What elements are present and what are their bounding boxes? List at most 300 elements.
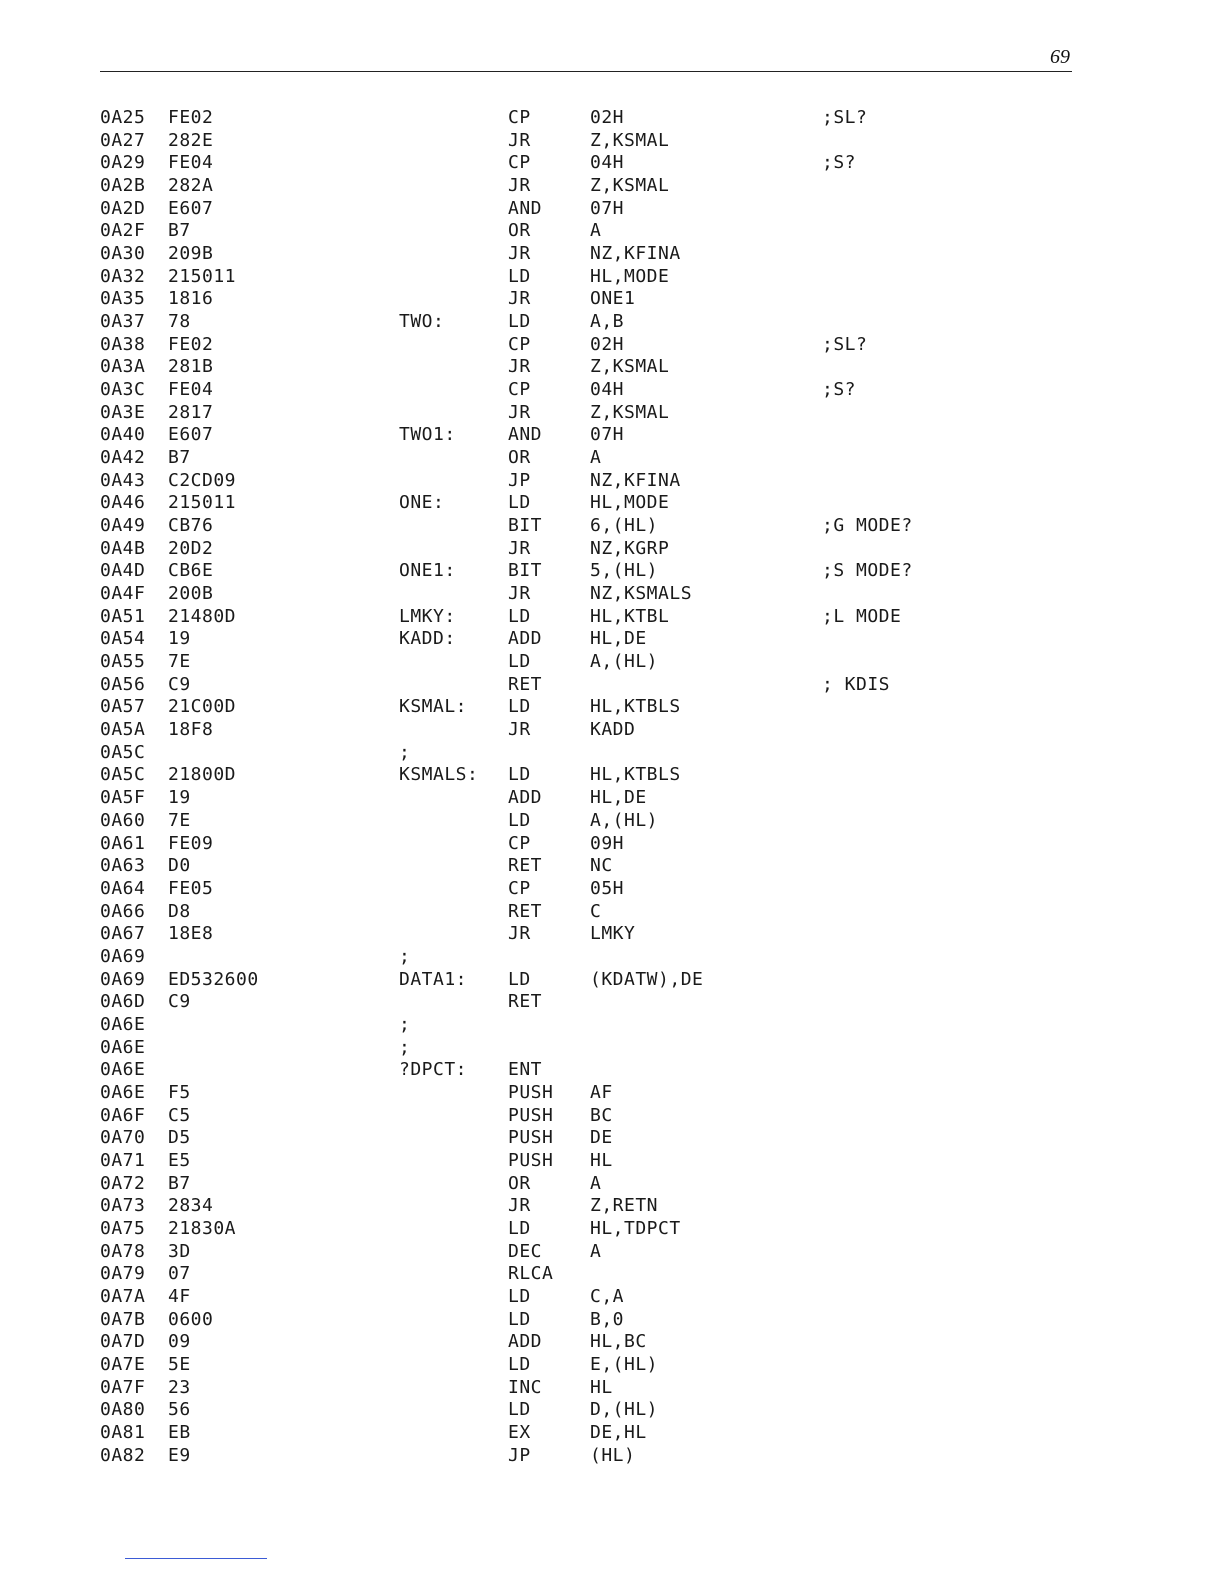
address-cell: 0A2B bbox=[100, 175, 146, 197]
mnemonic-cell: CP bbox=[508, 877, 531, 899]
listing-line bbox=[0, 1331, 1224, 1354]
mnemonic-cell: INC bbox=[508, 1376, 543, 1398]
operand-cell: 5,(HL) bbox=[590, 560, 659, 582]
operand-cell: A bbox=[590, 220, 602, 242]
listing-line bbox=[0, 334, 1224, 357]
operand-cell: Z,KSMAL bbox=[590, 129, 670, 151]
opcode-bytes-cell: 21830A bbox=[168, 1217, 237, 1239]
opcode-bytes-cell: 21C00D bbox=[168, 696, 237, 718]
address-cell: 0A71 bbox=[100, 1149, 146, 1171]
address-cell: 0A35 bbox=[100, 288, 146, 310]
opcode-bytes-cell: 09 bbox=[168, 1331, 191, 1353]
listing-line bbox=[0, 628, 1224, 651]
operand-cell: (KDATW),DE bbox=[590, 968, 704, 990]
address-cell: 0A54 bbox=[100, 628, 146, 650]
operand-cell: A,(HL) bbox=[590, 651, 659, 673]
address-cell: 0A5C bbox=[100, 741, 146, 763]
label-cell: LMKY: bbox=[399, 605, 456, 627]
opcode-bytes-cell: E607 bbox=[168, 197, 214, 219]
mnemonic-cell: BIT bbox=[508, 560, 543, 582]
opcode-bytes-cell: C5 bbox=[168, 1104, 191, 1126]
listing-line bbox=[0, 1105, 1224, 1128]
address-cell: 0A3A bbox=[100, 356, 146, 378]
opcode-bytes-cell: 0600 bbox=[168, 1308, 214, 1330]
listing-line bbox=[0, 1195, 1224, 1218]
operand-cell: Z,KSMAL bbox=[590, 401, 670, 423]
address-cell: 0A57 bbox=[100, 696, 146, 718]
opcode-bytes-cell: 200B bbox=[168, 583, 214, 605]
address-cell: 0A78 bbox=[100, 1240, 146, 1262]
address-cell: 0A2D bbox=[100, 197, 146, 219]
operand-cell: AF bbox=[590, 1081, 613, 1103]
address-cell: 0A6E bbox=[100, 1059, 146, 1081]
operand-cell: NZ,KFINA bbox=[590, 243, 681, 265]
operand-cell: HL,TDPCT bbox=[590, 1217, 681, 1239]
assembly-listing bbox=[0, 107, 1224, 1467]
address-cell: 0A37 bbox=[100, 311, 146, 333]
mnemonic-cell: JR bbox=[508, 288, 531, 310]
mnemonic-cell: RET bbox=[508, 673, 543, 695]
opcode-bytes-cell: 209B bbox=[168, 243, 214, 265]
label-cell: ; bbox=[399, 1036, 411, 1058]
opcode-bytes-cell: 07 bbox=[168, 1263, 191, 1285]
listing-line bbox=[0, 787, 1224, 810]
opcode-bytes-cell: E9 bbox=[168, 1444, 191, 1466]
mnemonic-cell: JP bbox=[508, 469, 531, 491]
listing-line bbox=[0, 1037, 1224, 1060]
listing-line bbox=[0, 447, 1224, 470]
operand-cell: NZ,KSMALS bbox=[590, 583, 693, 605]
operand-cell: HL,MODE bbox=[590, 492, 670, 514]
address-cell: 0A6D bbox=[100, 991, 146, 1013]
listing-line bbox=[0, 923, 1224, 946]
opcode-bytes-cell: ED532600 bbox=[168, 968, 259, 990]
address-cell: 0A56 bbox=[100, 673, 146, 695]
operand-cell: 02H bbox=[590, 333, 625, 355]
operand-cell: HL,KTBLS bbox=[590, 764, 681, 786]
opcode-bytes-cell: 5E bbox=[168, 1353, 191, 1375]
operand-cell: KADD bbox=[590, 719, 636, 741]
operand-cell: HL,DE bbox=[590, 787, 647, 809]
opcode-bytes-cell: 2817 bbox=[168, 401, 214, 423]
listing-line bbox=[0, 1286, 1224, 1309]
operand-cell: A bbox=[590, 1240, 602, 1262]
operand-cell: A bbox=[590, 1172, 602, 1194]
listing-line bbox=[0, 152, 1224, 175]
opcode-bytes-cell: C9 bbox=[168, 991, 191, 1013]
mnemonic-cell: PUSH bbox=[508, 1081, 554, 1103]
mnemonic-cell: LD bbox=[508, 696, 531, 718]
listing-line bbox=[0, 492, 1224, 515]
label-cell: ; bbox=[399, 945, 411, 967]
mnemonic-cell: CP bbox=[508, 152, 531, 174]
address-cell: 0A43 bbox=[100, 469, 146, 491]
listing-line bbox=[0, 1377, 1224, 1400]
mnemonic-cell: CP bbox=[508, 333, 531, 355]
address-cell: 0A25 bbox=[100, 107, 146, 128]
mnemonic-cell: JP bbox=[508, 1444, 531, 1466]
opcode-bytes-cell: B7 bbox=[168, 1172, 191, 1194]
address-cell: 0A55 bbox=[100, 651, 146, 673]
address-cell: 0A64 bbox=[100, 877, 146, 899]
listing-line bbox=[0, 288, 1224, 311]
operand-cell: E,(HL) bbox=[590, 1353, 659, 1375]
mnemonic-cell: JR bbox=[508, 356, 531, 378]
address-cell: 0A27 bbox=[100, 129, 146, 151]
comment-cell: ;S? bbox=[822, 379, 857, 401]
address-cell: 0A3E bbox=[100, 401, 146, 423]
operand-cell: LMKY bbox=[590, 923, 636, 945]
label-cell: ; bbox=[399, 1013, 411, 1035]
mnemonic-cell: RET bbox=[508, 855, 543, 877]
opcode-bytes-cell: 20D2 bbox=[168, 537, 214, 559]
opcode-bytes-cell: 23 bbox=[168, 1376, 191, 1398]
listing-line bbox=[0, 833, 1224, 856]
listing-line bbox=[0, 560, 1224, 583]
page-number: 69 bbox=[1050, 46, 1070, 68]
mnemonic-cell: JR bbox=[508, 583, 531, 605]
opcode-bytes-cell: E607 bbox=[168, 424, 214, 446]
opcode-bytes-cell: C9 bbox=[168, 673, 191, 695]
opcode-bytes-cell: 18E8 bbox=[168, 923, 214, 945]
opcode-bytes-cell: EB bbox=[168, 1421, 191, 1443]
listing-line bbox=[0, 1014, 1224, 1037]
opcode-bytes-cell: 215011 bbox=[168, 492, 237, 514]
mnemonic-cell: ADD bbox=[508, 1331, 543, 1353]
operand-cell: Z,KSMAL bbox=[590, 175, 670, 197]
opcode-bytes-cell: FE04 bbox=[168, 379, 214, 401]
mnemonic-cell: JR bbox=[508, 175, 531, 197]
operand-cell: (HL) bbox=[590, 1444, 636, 1466]
operand-cell: DE bbox=[590, 1127, 613, 1149]
mnemonic-cell: LD bbox=[508, 1308, 531, 1330]
operand-cell: HL,MODE bbox=[590, 265, 670, 287]
operand-cell: 02H bbox=[590, 107, 625, 128]
operand-cell: NC bbox=[590, 855, 613, 877]
address-cell: 0A6E bbox=[100, 1081, 146, 1103]
listing-line bbox=[0, 1309, 1224, 1332]
opcode-bytes-cell: D8 bbox=[168, 900, 191, 922]
opcode-bytes-cell: FE09 bbox=[168, 832, 214, 854]
mnemonic-cell: LD bbox=[508, 1353, 531, 1375]
mnemonic-cell: JR bbox=[508, 129, 531, 151]
operand-cell: A bbox=[590, 447, 602, 469]
mnemonic-cell: OR bbox=[508, 220, 531, 242]
listing-line bbox=[0, 130, 1224, 153]
listing-line bbox=[0, 1218, 1224, 1241]
mnemonic-cell: CP bbox=[508, 832, 531, 854]
opcode-bytes-cell: 281B bbox=[168, 356, 214, 378]
mnemonic-cell: LD bbox=[508, 764, 531, 786]
listing-line bbox=[0, 696, 1224, 719]
mnemonic-cell: PUSH bbox=[508, 1149, 554, 1171]
mnemonic-cell: LD bbox=[508, 1217, 531, 1239]
operand-cell: NZ,KGRP bbox=[590, 537, 670, 559]
operand-cell: A,B bbox=[590, 311, 625, 333]
label-cell: TWO1: bbox=[399, 424, 456, 446]
listing-line bbox=[0, 742, 1224, 765]
operand-cell: HL,DE bbox=[590, 628, 647, 650]
operand-cell: C,A bbox=[590, 1285, 625, 1307]
address-cell: 0A67 bbox=[100, 923, 146, 945]
opcode-bytes-cell: 7E bbox=[168, 809, 191, 831]
address-cell: 0A4F bbox=[100, 583, 146, 605]
address-cell: 0A69 bbox=[100, 945, 146, 967]
address-cell: 0A30 bbox=[100, 243, 146, 265]
mnemonic-cell: RET bbox=[508, 900, 543, 922]
operand-cell: D,(HL) bbox=[590, 1399, 659, 1421]
operand-cell: Z,KSMAL bbox=[590, 356, 670, 378]
address-cell: 0A7F bbox=[100, 1376, 146, 1398]
mnemonic-cell: OR bbox=[508, 1172, 531, 1194]
opcode-bytes-cell: 19 bbox=[168, 628, 191, 650]
operand-cell: 04H bbox=[590, 152, 625, 174]
address-cell: 0A81 bbox=[100, 1421, 146, 1443]
address-cell: 0A29 bbox=[100, 152, 146, 174]
mnemonic-cell: AND bbox=[508, 197, 543, 219]
label-cell: ONE: bbox=[399, 492, 445, 514]
mnemonic-cell: OR bbox=[508, 447, 531, 469]
opcode-bytes-cell: CB76 bbox=[168, 515, 214, 537]
mnemonic-cell: CP bbox=[508, 107, 531, 128]
label-cell: DATA1: bbox=[399, 968, 468, 990]
opcode-bytes-cell: B7 bbox=[168, 220, 191, 242]
mnemonic-cell: JR bbox=[508, 401, 531, 423]
listing-line bbox=[0, 470, 1224, 493]
address-cell: 0A32 bbox=[100, 265, 146, 287]
mnemonic-cell: JR bbox=[508, 719, 531, 741]
address-cell: 0A66 bbox=[100, 900, 146, 922]
comment-cell: ; KDIS bbox=[822, 673, 891, 695]
operand-cell: Z,RETN bbox=[590, 1195, 659, 1217]
mnemonic-cell: RET bbox=[508, 991, 543, 1013]
mnemonic-cell: JR bbox=[508, 243, 531, 265]
listing-line bbox=[0, 538, 1224, 561]
mnemonic-cell: JR bbox=[508, 923, 531, 945]
address-cell: 0A73 bbox=[100, 1195, 146, 1217]
address-cell: 0A61 bbox=[100, 832, 146, 854]
opcode-bytes-cell: 19 bbox=[168, 787, 191, 809]
operand-cell: BC bbox=[590, 1104, 613, 1126]
opcode-bytes-cell: D0 bbox=[168, 855, 191, 877]
operand-cell: HL bbox=[590, 1149, 613, 1171]
listing-line bbox=[0, 356, 1224, 379]
listing-line bbox=[0, 583, 1224, 606]
listing-line bbox=[0, 1241, 1224, 1264]
opcode-bytes-cell: 282E bbox=[168, 129, 214, 151]
opcode-bytes-cell: 3D bbox=[168, 1240, 191, 1262]
operand-cell: A,(HL) bbox=[590, 809, 659, 831]
opcode-bytes-cell: FE04 bbox=[168, 152, 214, 174]
header-rule bbox=[100, 71, 1072, 72]
address-cell: 0A5A bbox=[100, 719, 146, 741]
listing-line bbox=[0, 1445, 1224, 1468]
label-cell: KADD: bbox=[399, 628, 456, 650]
mnemonic-cell: PUSH bbox=[508, 1127, 554, 1149]
opcode-bytes-cell: 21800D bbox=[168, 764, 237, 786]
opcode-bytes-cell: C2CD09 bbox=[168, 469, 237, 491]
mnemonic-cell: JR bbox=[508, 1195, 531, 1217]
opcode-bytes-cell: 2834 bbox=[168, 1195, 214, 1217]
listing-line bbox=[0, 175, 1224, 198]
opcode-bytes-cell: FE02 bbox=[168, 107, 214, 128]
address-cell: 0A4B bbox=[100, 537, 146, 559]
mnemonic-cell: LD bbox=[508, 1285, 531, 1307]
mnemonic-cell: LD bbox=[508, 651, 531, 673]
address-cell: 0A46 bbox=[100, 492, 146, 514]
listing-line bbox=[0, 1127, 1224, 1150]
label-cell: KSMAL: bbox=[399, 696, 468, 718]
comment-cell: ;SL? bbox=[822, 333, 868, 355]
opcode-bytes-cell: 7E bbox=[168, 651, 191, 673]
address-cell: 0A63 bbox=[100, 855, 146, 877]
opcode-bytes-cell: FE05 bbox=[168, 877, 214, 899]
listing-line bbox=[0, 1059, 1224, 1082]
address-cell: 0A6E bbox=[100, 1013, 146, 1035]
listing-line bbox=[0, 1422, 1224, 1445]
listing-line bbox=[0, 424, 1224, 447]
opcode-bytes-cell: 4F bbox=[168, 1285, 191, 1307]
listing-line bbox=[0, 402, 1224, 425]
address-cell: 0A2F bbox=[100, 220, 146, 242]
listing-line bbox=[0, 198, 1224, 221]
operand-cell: HL,KTBLS bbox=[590, 696, 681, 718]
operand-cell: 6,(HL) bbox=[590, 515, 659, 537]
listing-line bbox=[0, 764, 1224, 787]
operand-cell: 09H bbox=[590, 832, 625, 854]
comment-cell: ;G MODE? bbox=[822, 515, 913, 537]
address-cell: 0A70 bbox=[100, 1127, 146, 1149]
comment-cell: ;S MODE? bbox=[822, 560, 913, 582]
address-cell: 0A38 bbox=[100, 333, 146, 355]
mnemonic-cell: LD bbox=[508, 492, 531, 514]
address-cell: 0A6E bbox=[100, 1036, 146, 1058]
mnemonic-cell: BIT bbox=[508, 515, 543, 537]
address-cell: 0A51 bbox=[100, 605, 146, 627]
address-cell: 0A7D bbox=[100, 1331, 146, 1353]
listing-line bbox=[0, 379, 1224, 402]
address-cell: 0A49 bbox=[100, 515, 146, 537]
opcode-bytes-cell: FE02 bbox=[168, 333, 214, 355]
operand-cell: DE,HL bbox=[590, 1421, 647, 1443]
operand-cell: 04H bbox=[590, 379, 625, 401]
mnemonic-cell: AND bbox=[508, 424, 543, 446]
listing-line bbox=[0, 1150, 1224, 1173]
operand-cell: 07H bbox=[590, 424, 625, 446]
address-cell: 0A4D bbox=[100, 560, 146, 582]
label-cell: KSMALS: bbox=[399, 764, 479, 786]
operand-cell: NZ,KFINA bbox=[590, 469, 681, 491]
mnemonic-cell: LD bbox=[508, 809, 531, 831]
address-cell: 0A7B bbox=[100, 1308, 146, 1330]
mnemonic-cell: PUSH bbox=[508, 1104, 554, 1126]
listing-line bbox=[0, 1173, 1224, 1196]
address-cell: 0A7E bbox=[100, 1353, 146, 1375]
opcode-bytes-cell: 1816 bbox=[168, 288, 214, 310]
listing-line bbox=[0, 855, 1224, 878]
listing-line bbox=[0, 719, 1224, 742]
listing-line bbox=[0, 901, 1224, 924]
listing-line bbox=[0, 991, 1224, 1014]
opcode-bytes-cell: D5 bbox=[168, 1127, 191, 1149]
listing-line bbox=[0, 969, 1224, 992]
operand-cell: B,0 bbox=[590, 1308, 625, 1330]
mnemonic-cell: EX bbox=[508, 1421, 531, 1443]
mnemonic-cell: JR bbox=[508, 537, 531, 559]
listing-line bbox=[0, 674, 1224, 697]
mnemonic-cell: ENT bbox=[508, 1059, 543, 1081]
label-cell: ONE1: bbox=[399, 560, 456, 582]
address-cell: 0A75 bbox=[100, 1217, 146, 1239]
address-cell: 0A7A bbox=[100, 1285, 146, 1307]
mnemonic-cell: LD bbox=[508, 311, 531, 333]
listing-line bbox=[0, 1263, 1224, 1286]
address-cell: 0A79 bbox=[100, 1263, 146, 1285]
listing-line bbox=[0, 1399, 1224, 1422]
label-cell: TWO: bbox=[399, 311, 445, 333]
mnemonic-cell: RLCA bbox=[508, 1263, 554, 1285]
opcode-bytes-cell: 21480D bbox=[168, 605, 237, 627]
address-cell: 0A72 bbox=[100, 1172, 146, 1194]
address-cell: 0A6F bbox=[100, 1104, 146, 1126]
listing-line bbox=[0, 220, 1224, 243]
opcode-bytes-cell: E5 bbox=[168, 1149, 191, 1171]
operand-cell: ONE1 bbox=[590, 288, 636, 310]
address-cell: 0A5F bbox=[100, 787, 146, 809]
address-cell: 0A3C bbox=[100, 379, 146, 401]
operand-cell: HL,KTBL bbox=[590, 605, 670, 627]
opcode-bytes-cell: 282A bbox=[168, 175, 214, 197]
opcode-bytes-cell: 18F8 bbox=[168, 719, 214, 741]
opcode-bytes-cell: B7 bbox=[168, 447, 191, 469]
operand-cell: 05H bbox=[590, 877, 625, 899]
address-cell: 0A69 bbox=[100, 968, 146, 990]
listing-line bbox=[0, 107, 1224, 130]
opcode-bytes-cell: 215011 bbox=[168, 265, 237, 287]
comment-cell: ;SL? bbox=[822, 107, 868, 128]
listing-line bbox=[0, 1082, 1224, 1105]
opcode-bytes-cell: CB6E bbox=[168, 560, 214, 582]
address-cell: 0A60 bbox=[100, 809, 146, 831]
mnemonic-cell: LD bbox=[508, 605, 531, 627]
footer-rule bbox=[125, 1558, 267, 1559]
label-cell: ?DPCT: bbox=[399, 1059, 468, 1081]
listing-line bbox=[0, 878, 1224, 901]
address-cell: 0A82 bbox=[100, 1444, 146, 1466]
opcode-bytes-cell: F5 bbox=[168, 1081, 191, 1103]
listing-line bbox=[0, 946, 1224, 969]
mnemonic-cell: LD bbox=[508, 968, 531, 990]
opcode-bytes-cell: 78 bbox=[168, 311, 191, 333]
operand-cell: HL bbox=[590, 1376, 613, 1398]
listing-line bbox=[0, 1354, 1224, 1377]
address-cell: 0A42 bbox=[100, 447, 146, 469]
listing-line bbox=[0, 266, 1224, 289]
mnemonic-cell: CP bbox=[508, 379, 531, 401]
listing-line bbox=[0, 515, 1224, 538]
opcode-bytes-cell: 56 bbox=[168, 1399, 191, 1421]
operand-cell: C bbox=[590, 900, 602, 922]
address-cell: 0A40 bbox=[100, 424, 146, 446]
mnemonic-cell: LD bbox=[508, 1399, 531, 1421]
comment-cell: ;S? bbox=[822, 152, 857, 174]
listing-line bbox=[0, 243, 1224, 266]
listing-line bbox=[0, 606, 1224, 629]
mnemonic-cell: LD bbox=[508, 265, 531, 287]
operand-cell: HL,BC bbox=[590, 1331, 647, 1353]
address-cell: 0A80 bbox=[100, 1399, 146, 1421]
label-cell: ; bbox=[399, 741, 411, 763]
